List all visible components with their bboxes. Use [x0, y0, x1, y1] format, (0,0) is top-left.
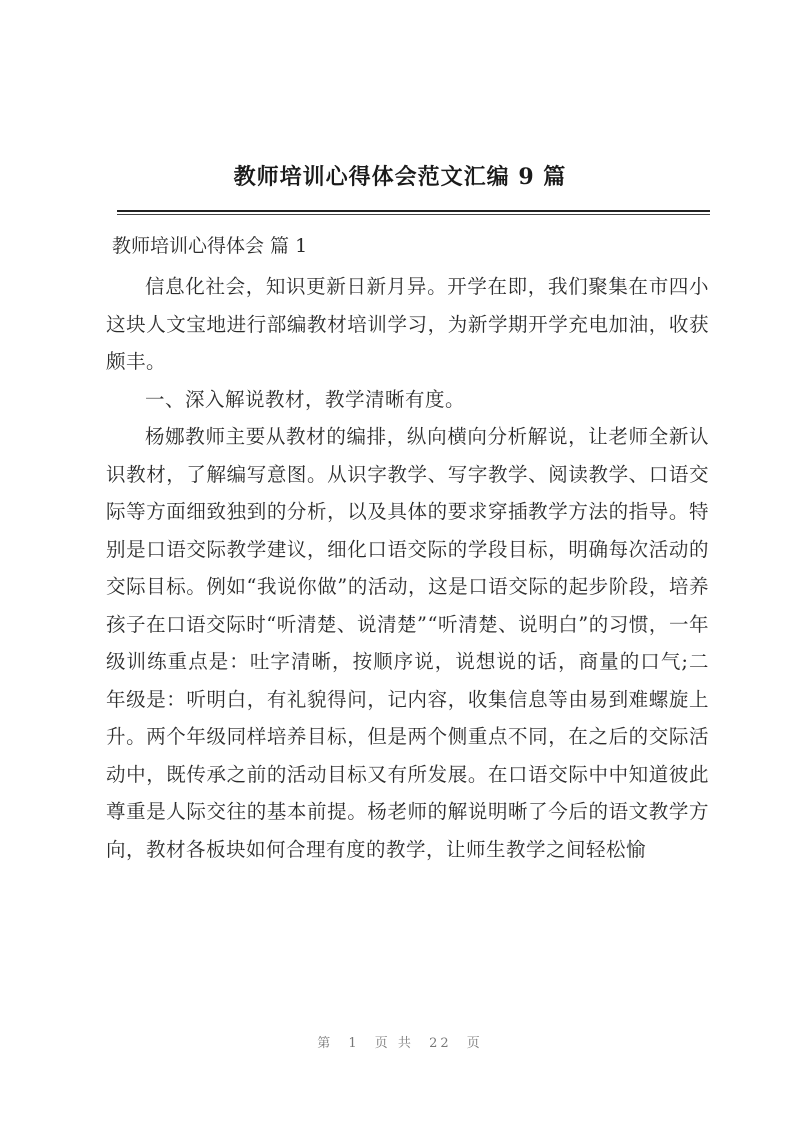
body-text	[106, 268, 709, 868]
title-divider-thin	[117, 214, 710, 215]
paragraph: 信息化社会，知识更新日新月异。开学在即，我们聚集在市四小这块人文宝地进行部编教材培训学习，为新学期开学充电加油，收获颇丰。	[106, 275, 709, 373]
current-page-number: 1	[348, 1036, 360, 1051]
page-number-footer	[0, 1032, 800, 1051]
footer-suffix: 页	[466, 1036, 483, 1051]
section-heading: 教师培训心得体会 篇 1	[112, 235, 308, 257]
document-title: 教师培训心得体会范文汇编 9 篇	[233, 164, 567, 190]
title-divider	[117, 210, 710, 212]
paragraph: 杨娜教师主要从教材的编排，纵向横向分析解说，让老师全新认识教材，了解编写意图。从识字教学、写字教学、阅读教学、口语交际等方面细致独到的分析，以及具体的要求穿插教学方法的指导。特别是口语交际教学建议，细化口语交际的学段目标，明确每次活动的交际目标。例如“我说你做”的活动，这是口语交际的起步阶段，培养孩子在口语交际时“听清楚、说清楚”“听清楚、说明白”的习惯，一年级训练重点是：吐字清晰，按顺序说，说想说的话，商量的口气;二年级是：听明白，有礼貌得问，记内容，收集信息等由易到难螺旋上升。两个年级同样培养目标，但是两个侧重点不同，在之后的交际活动中，既传承之前的活动目标又有所发展。在口语交际中中知道彼此尊重是人际交往的基本前提。杨老师的解说明晰了今后的语文教学方向，教材各板块如何合理有度的教学，让师生教学之间轻松愉	[106, 425, 709, 861]
footer-prefix: 第	[317, 1036, 334, 1051]
paragraph-subheading: 一、深入解说教材，教学清晰有度。	[145, 387, 466, 411]
total-pages-number: 22	[429, 1036, 452, 1051]
footer-middle: 页 共	[374, 1036, 414, 1051]
